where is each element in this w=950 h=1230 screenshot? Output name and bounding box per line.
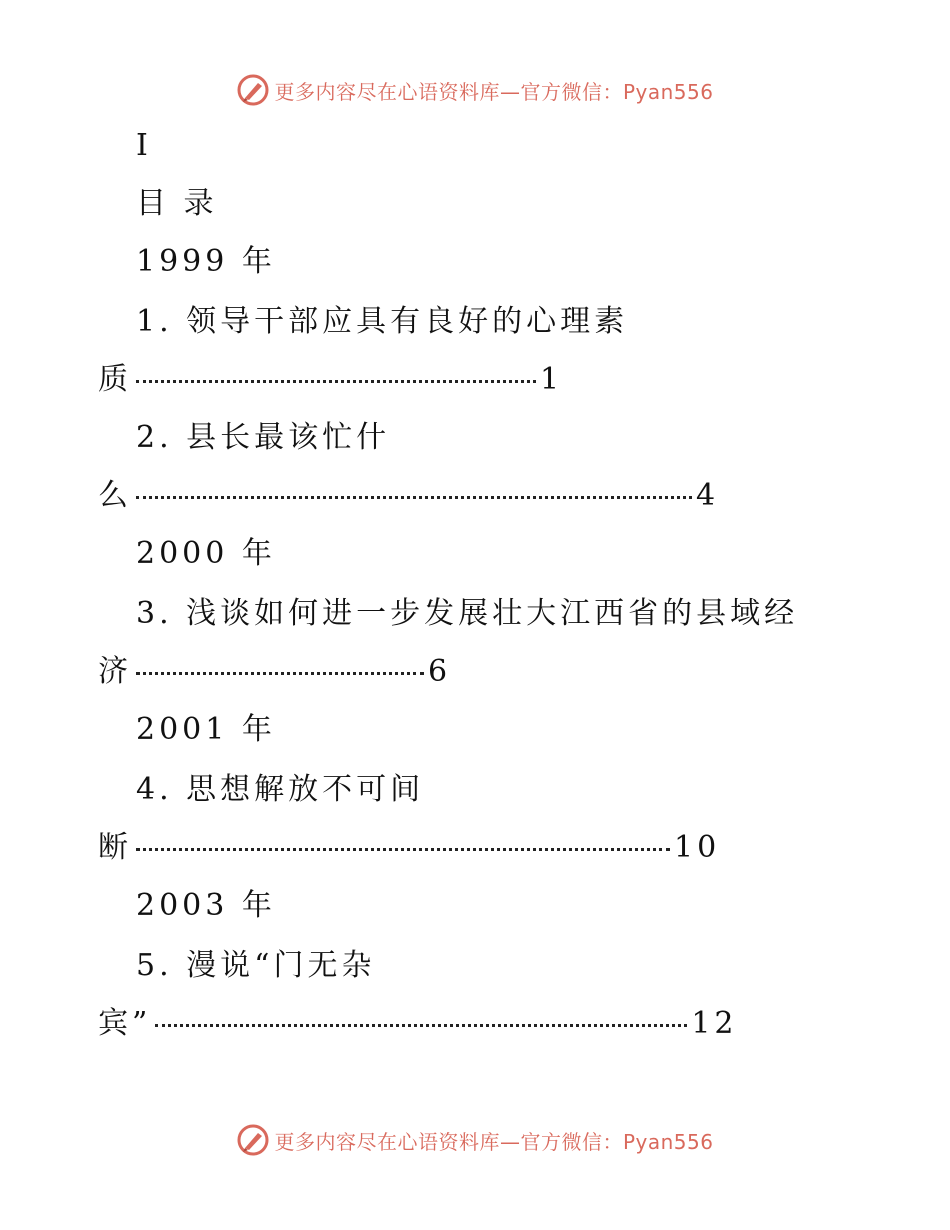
- toc-entry-5-page: 12: [691, 1006, 738, 1041]
- footer-banner: [0, 1118, 950, 1162]
- dot-leader: [136, 672, 424, 675]
- section-year-2003: 2003 年: [136, 888, 276, 923]
- toc-entry-2-continuation: [98, 476, 719, 516]
- toc-entry-1-title-end: 质: [98, 362, 132, 397]
- toc-entry-3-page: 6: [428, 654, 452, 689]
- toc-entry-5-continuation: [98, 1004, 738, 1044]
- dot-leader: [136, 496, 692, 499]
- toc-entry-2-title: 2. 县长最该忙什: [136, 420, 391, 455]
- pen-logo-icon: [236, 73, 270, 107]
- toc-entry-1-title: 1. 领导干部应具有良好的心理素: [136, 304, 629, 339]
- header-banner-text: 更多内容尽在心语资料库—官方微信：Pyan556: [274, 79, 714, 104]
- toc-entry-2-page: 4: [696, 478, 720, 513]
- toc-entry-4-title: 4. 思想解放不可间: [136, 772, 425, 807]
- pen-logo-icon: [236, 1123, 270, 1157]
- toc-entry-1-page: 1: [540, 362, 564, 397]
- toc-title: 目 录: [136, 186, 218, 221]
- toc-entry-3-title: 3. 浅谈如何进一步发展壮大江西省的县域经: [136, 596, 799, 631]
- toc-entry-4-title-end: 断: [98, 830, 132, 865]
- dot-leader: [136, 848, 670, 851]
- toc-entry-5-title: 5. 漫说“门无杂: [136, 948, 376, 983]
- toc-entry-4-page: 10: [674, 830, 721, 865]
- toc-entry-3-continuation: [98, 652, 451, 692]
- section-year-1999: 1999 年: [136, 244, 276, 279]
- toc-entry-3-title-end: 济: [98, 654, 132, 689]
- header-banner: [0, 68, 950, 112]
- dot-leader: [136, 380, 536, 383]
- page-number: I: [136, 128, 152, 163]
- toc-entry-2-title-end: 么: [98, 478, 132, 513]
- toc-entry-4-continuation: [98, 828, 720, 868]
- dot-leader: [155, 1024, 687, 1027]
- toc-entry-1-continuation: [98, 360, 563, 400]
- toc-entry-5-title-end: 宾”: [98, 1006, 152, 1041]
- section-year-2000: 2000 年: [136, 536, 276, 571]
- section-year-2001: 2001 年: [136, 712, 276, 747]
- footer-banner-text: 更多内容尽在心语资料库—官方微信：Pyan556: [274, 1129, 714, 1154]
